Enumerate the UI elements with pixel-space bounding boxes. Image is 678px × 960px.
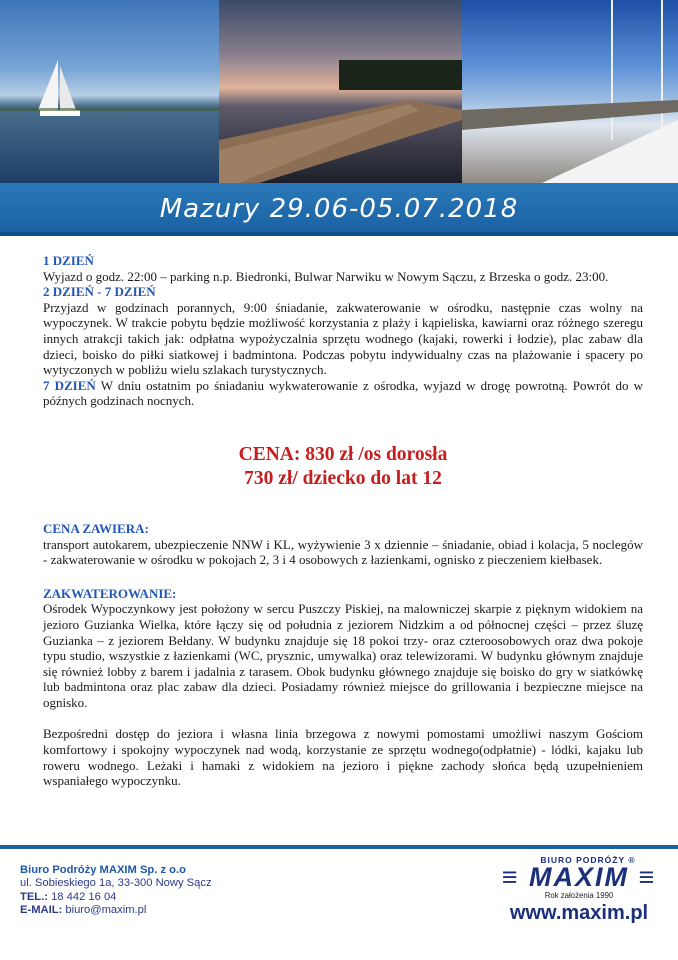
lake-sailboat-photo bbox=[0, 0, 219, 183]
phone-label: TEL.: bbox=[20, 890, 48, 903]
logo-brand-text: ≡ MAXIM ≡ bbox=[501, 862, 657, 892]
footer-divider bbox=[0, 845, 678, 849]
company-address: ul. Sobieskiego 1a, 33-300 Nowy Sącz bbox=[20, 877, 212, 890]
day1-label: 1 DZIEŃ bbox=[43, 253, 94, 268]
price-adult: CENA: 830 zł /os dorosła bbox=[238, 443, 448, 465]
logo-stripes-right-icon: ≡ bbox=[638, 862, 657, 892]
day2-7-label: 2 DZIEŃ - 7 DZIEŃ bbox=[43, 284, 156, 300]
email-line bbox=[20, 904, 212, 917]
accommodation-heading: ZAKWATEROWANIE: bbox=[43, 585, 177, 601]
day7-text: W dniu ostatnim po śniadaniu wykwaterowanie z ośrodka, wyjazd w drogę powrotną. Powrót do w późnych godzinach nocnych. bbox=[43, 377, 643, 409]
logo-stripes-left-icon: ≡ bbox=[501, 862, 520, 892]
day2-7-text: Przyjazd w godzinach porannych, 9:00 śniadanie, zakwaterowanie w ośrodku, następnie czas wolny na wypoczynek. W trakcie pobytu będzie możliwość korzystania z plaży i kąpieliska, kawiarni oraz różnego szeregu innych atrakcji takich jak: odpłatna wypożyczalnia sprzętu wodnego (kajaki, rowerki i łodzie), plac zabaw dla dzieci, boisko do piłki siatkowej i badmintona. Podczas pobytu indywidualny czas na plażowanie i spacery po wytyczonych w pobliżu wielu szlakach turystycznych. bbox=[43, 299, 643, 378]
day1-text: Wyjazd o godz. 22:00 – parking n.p. Biedronki, Bulwar Narwiku w Nowym Sączu, z Brzeska o godz. 23:00. bbox=[43, 268, 609, 284]
accommodation-text: Ośrodek Wypoczynkowy jest położony w sercu Puszczy Piskiej, na malowniczej skarpie z pięknym widokiem na jezioro Guzianka Wielka, które łączy się od południa z jeziorem Nidzkim a od północnej części – przez śluzę Guzianka – z jeziorem Bełdany. W budynku znajduje się 18 pokoi trzy- oraz czteroosobowych oraz dwa pokoje typu studio, wszystkie z łazienkami (WC, prysznic, umywalka) oraz telewizorami. W budynku głównym znajduje się również lobby z barem i jadalnia z tarasem. Obok budynku głównego znajduje się boisko do gry w siatkówkę lub badmintona oraz plac zabaw dla dzieci. Posiadamy również miejsce do grillowania i bezpieczne miejsce na ognisko. bbox=[43, 601, 643, 710]
footer-contact bbox=[20, 864, 212, 918]
lake-access-text: Bezpośredni dostęp do jeziora i własna linia brzegowa z nowymi pomostami umożliwi naszym Gościom komfortowy i spokojny wypoczynek nad wodą, korzystanie ze sprzętu wodnego(odpłatnie) - lódki, kajaku lub roweru wodnego. Leżaki i hamaki z widokiem na jezioro i piękne zachody słońca będą uzupełnieniem wspaniałego wypoczynku. bbox=[43, 726, 643, 789]
includes-text: transport autokarem, ubezpieczenie NNW i KL, wyżywienie 3 x dziennie – śniadanie, obiad i kolacja, 5 noclegów - zakwaterowanie w ośrodku w pokojach 2, 3 i 4 osobowych z łazienkami, ognisko z pieczeniem kiełbasek. bbox=[43, 536, 643, 568]
marina-yachts-photo bbox=[462, 0, 678, 183]
email-address[interactable]: biuro@maxim.pl bbox=[62, 904, 147, 917]
pier-sunset-photo bbox=[219, 0, 462, 183]
title-banner bbox=[0, 183, 678, 236]
includes-heading: CENA ZAWIERA: bbox=[43, 520, 149, 536]
logo-biuro-text: BIURO PODRÓŻY ® bbox=[540, 855, 636, 865]
logo-founded-text: Rok założenia 1990 bbox=[544, 891, 614, 900]
email-label: E-MAIL: bbox=[20, 904, 63, 917]
page-title: Mazury 29.06-05.07.2018 bbox=[159, 194, 519, 224]
company-name: Biuro Podróży MAXIM Sp. z o.o bbox=[20, 864, 186, 876]
phone-number: 18 442 16 04 bbox=[47, 890, 117, 903]
phone-line bbox=[20, 891, 212, 904]
day7-paragraph bbox=[43, 378, 643, 409]
website-link[interactable]: www.maxim.pl bbox=[509, 902, 649, 924]
header-photos bbox=[0, 0, 678, 183]
maxim-logo bbox=[494, 855, 664, 925]
day7-label: 7 DZIEŃ bbox=[43, 377, 96, 393]
price-child: 730 zł/ dziecko do lat 12 bbox=[244, 467, 442, 489]
main-content bbox=[43, 253, 643, 789]
price-block bbox=[43, 443, 643, 491]
